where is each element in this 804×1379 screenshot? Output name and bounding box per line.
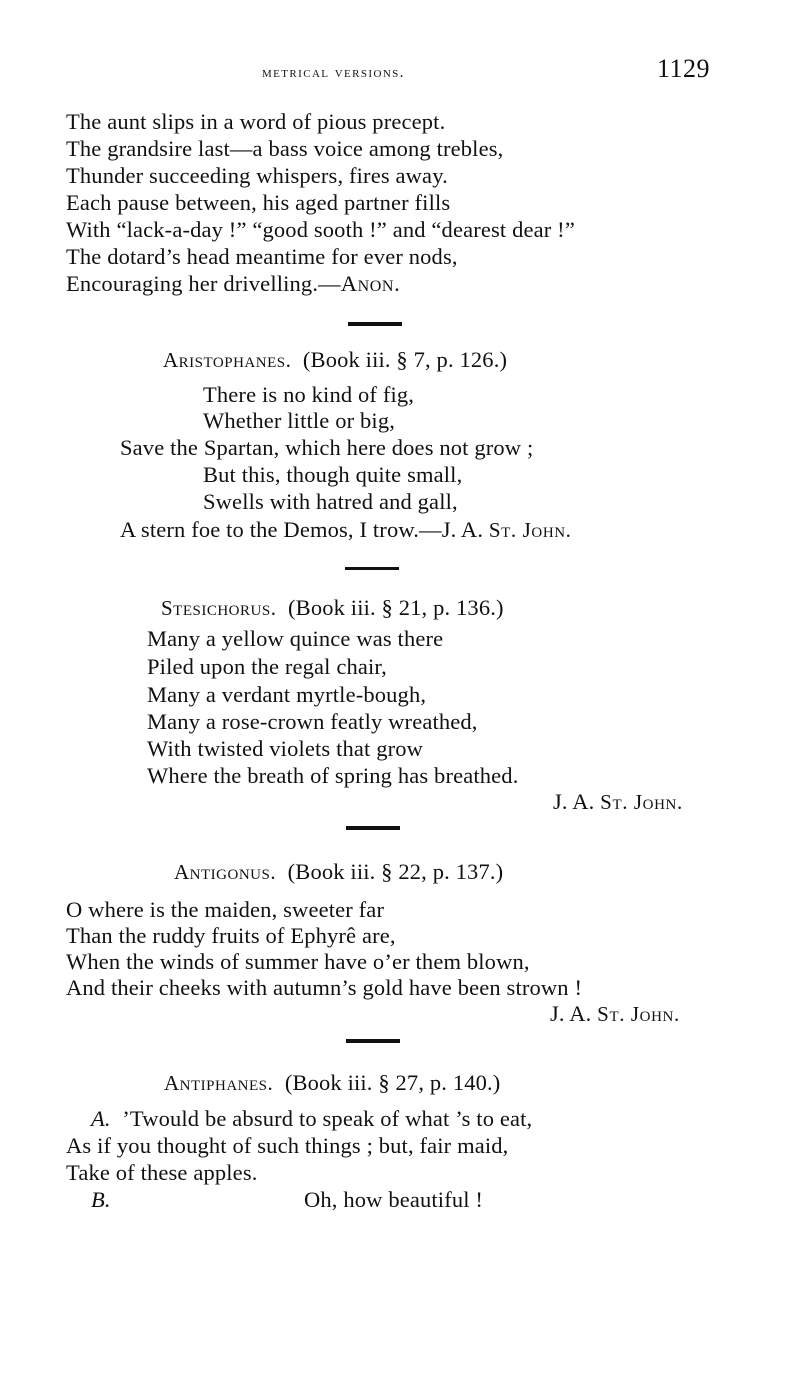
verse-line: As if you thought of such things ; but, fair maid, [66, 1133, 509, 1158]
book-reference: (Book iii. § 7, p. 126.) [302, 347, 508, 372]
verse-line: There is no kind of fig, [203, 382, 415, 407]
attribution-initials: J. A. [550, 1001, 598, 1026]
section-heading-antiphanes [164, 1069, 500, 1097]
dialogue-line [91, 1105, 532, 1132]
verse-text: Encouraging her drivelling.— [66, 271, 341, 296]
verse-line: The grandsire last—a bass voice among trebles, [66, 136, 504, 161]
verse-line: With “lack-a-day !” “good sooth !” and “dearest dear !” [66, 217, 575, 242]
attribution: St. John. [488, 518, 572, 542]
author-name: Antigonus. [174, 860, 277, 884]
verse-line: Swells with hatred and gall, [203, 489, 458, 514]
attribution-initials: J. A. [553, 789, 601, 814]
verse-line: Many a verdant myrtle-bough, [147, 682, 427, 707]
page-number: 1129 [657, 54, 711, 83]
verse-line: Oh, how beautiful ! [304, 1187, 484, 1212]
attribution-line [550, 1000, 680, 1028]
verse-text: ’Twould be absurd to speak of what ’s to eat, [122, 1106, 533, 1131]
verse-line: Many a yellow quince was there [147, 626, 444, 651]
dialogue-line [91, 1186, 111, 1213]
verse-line: Many a rose-crown featly wreathed, [147, 709, 478, 734]
verse-line [66, 270, 400, 297]
verse-line: But this, though quite small, [203, 462, 463, 487]
verse-line [120, 516, 572, 544]
section-divider [345, 567, 399, 570]
section-heading-aristophanes [163, 346, 507, 374]
section-heading-antigonus [174, 858, 503, 886]
verse-line: O where is the maiden, sweeter far [66, 897, 385, 922]
verse-line: When the winds of summer have o’er them blown, [66, 949, 530, 974]
verse-line: Piled upon the regal chair, [147, 654, 387, 679]
verse-line: Take of these apples. [66, 1160, 258, 1185]
author-name: Aristophanes. [163, 348, 292, 372]
verse-line: Save the Spartan, which here does not grow ; [120, 435, 534, 460]
running-head: metrical versions. [262, 64, 405, 81]
verse-line: Than the ruddy fruits of Ephyrê are, [66, 923, 396, 948]
verse-line: And their cheeks with autumn’s gold have been strown ! [66, 975, 583, 1000]
verse-line: Where the breath of spring has breathed. [147, 763, 519, 788]
section-heading-stesichorus [161, 594, 504, 622]
section-divider [346, 826, 400, 830]
speaker-label: B. [91, 1187, 111, 1212]
attribution: St. John. [597, 1002, 680, 1026]
author-name: Stesichorus. [161, 596, 277, 620]
section-divider [346, 1039, 400, 1043]
book-reference: (Book iii. § 22, p. 137.) [287, 859, 504, 884]
verse-line: Whether little or big, [203, 408, 395, 433]
section-divider [348, 322, 402, 326]
verse-line: The dotard’s head meantime for ever nods, [66, 244, 458, 269]
attribution: Anon. [340, 271, 401, 296]
attribution-line [553, 788, 683, 816]
author-name: Antiphanes. [164, 1071, 274, 1095]
verse-line: Thunder succeeding whispers, fires away. [66, 163, 448, 188]
verse-text: A stern foe to the Demos, I trow.—J. A. [120, 517, 489, 542]
speaker-label: A. [91, 1106, 111, 1131]
verse-line: Each pause between, his aged partner fills [66, 190, 451, 215]
book-reference: (Book iii. § 27, p. 140.) [284, 1070, 501, 1095]
attribution: St. John. [600, 790, 683, 814]
verse-line: The aunt slips in a word of pious precept. [66, 109, 446, 134]
book-reference: (Book iii. § 21, p. 136.) [288, 595, 504, 620]
verse-line: With twisted violets that grow [147, 736, 424, 761]
